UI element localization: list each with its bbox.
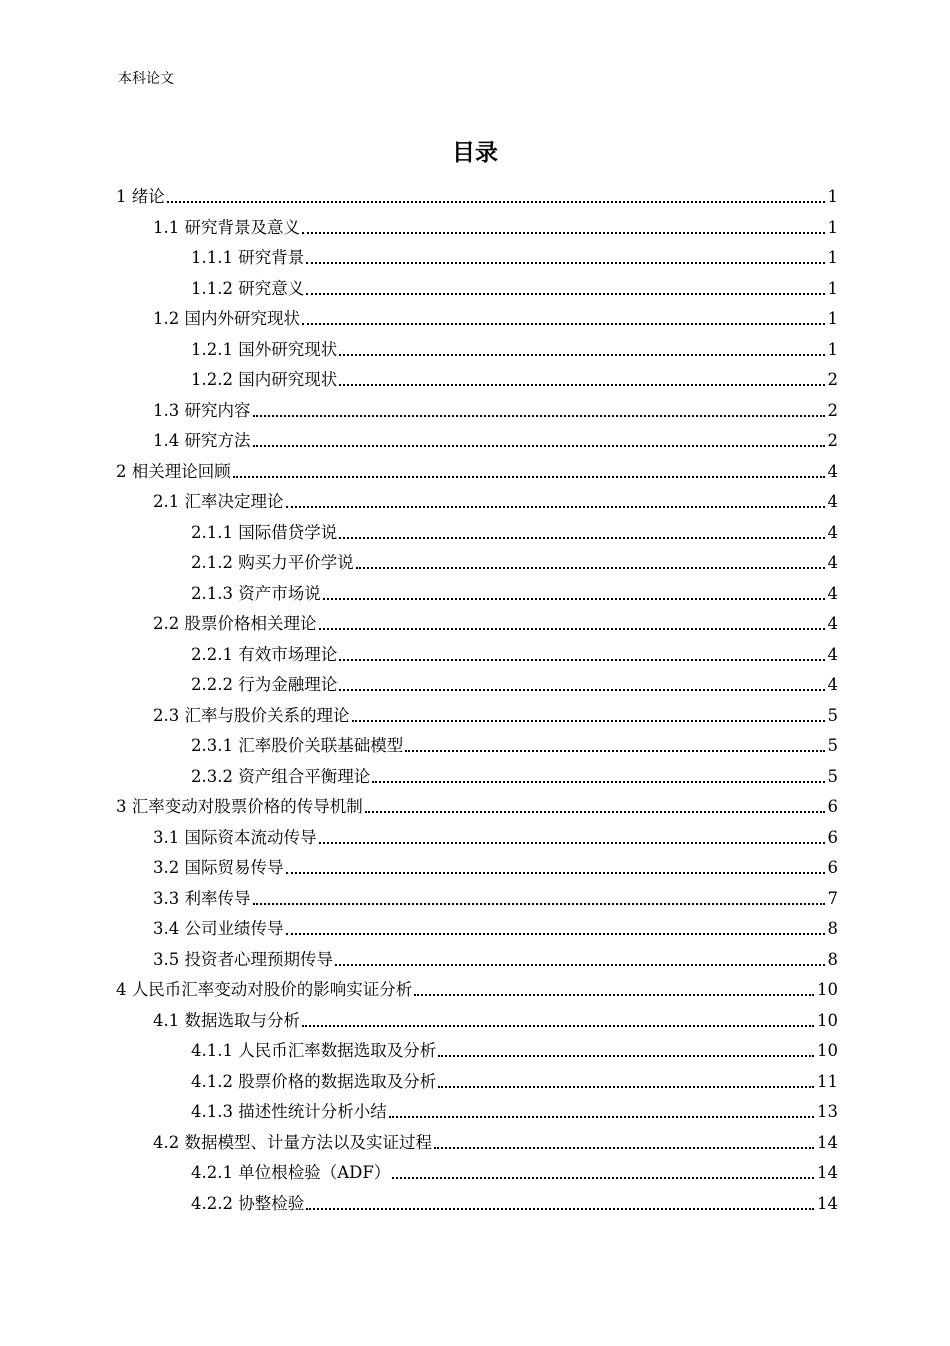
toc-entry-page: 1 [827, 187, 838, 206]
toc-entry-label: 2.2.2 行为金融理论 [191, 675, 338, 694]
toc-entry[interactable] [191, 361, 838, 391]
toc-entry-page: 14 [817, 1132, 838, 1152]
toc-entry-page: 1 [827, 309, 838, 328]
toc-leader-dots [434, 1147, 814, 1149]
toc-entry[interactable] [153, 422, 838, 452]
toc-entry-label: 2.3.2 资产组合平衡理论 [191, 766, 371, 786]
toc-leader-dots [339, 354, 824, 356]
toc-entry[interactable] [191, 666, 838, 696]
toc-entry-label: 4.1.1 人民币汇率数据选取及分析 [191, 1041, 437, 1060]
toc-entry-label: 4 人民币汇率变动对股价的影响实证分析 [116, 980, 413, 999]
toc-entry[interactable] [191, 727, 838, 757]
toc-entry-label: 1.3 研究内容 [153, 400, 251, 420]
toc-entry[interactable] [153, 941, 838, 971]
toc-entry-label: 1.4 研究方法 [153, 431, 251, 450]
toc-leader-dots [253, 903, 825, 905]
toc-entry-label: 4.1.2 股票价格的数据选取及分析 [191, 1071, 437, 1091]
toc-leader-dots [286, 506, 825, 508]
toc-entry[interactable] [153, 300, 838, 330]
toc-entry-page: 4 [827, 675, 838, 694]
toc-leader-dots [352, 720, 825, 722]
toc-leader-dots [302, 1025, 814, 1027]
toc-leader-dots [438, 1086, 814, 1088]
toc-entry[interactable] [153, 483, 838, 513]
toc-entry-page: 5 [827, 705, 838, 725]
toc-entry[interactable] [191, 1093, 838, 1123]
toc-entry-label: 4.2 数据模型、计量方法以及实证过程 [153, 1132, 432, 1152]
toc-entry-page: 1 [827, 248, 838, 267]
toc-leader-dots [389, 1116, 814, 1118]
toc-leader-dots [302, 323, 825, 325]
toc-entry-label: 3.1 国际资本流动传导 [153, 827, 317, 847]
toc-entry-page: 13 [817, 1102, 838, 1121]
toc-entry-page: 5 [827, 766, 838, 786]
running-header: 本科论文 [118, 71, 174, 87]
toc-entry-page: 4 [827, 583, 838, 603]
toc-entry-label: 1.2.2 国内研究现状 [191, 370, 338, 389]
toc-entry[interactable] [153, 880, 838, 910]
toc-entry[interactable] [191, 514, 838, 544]
toc-entry-page: 10 [817, 980, 838, 999]
toc-entry-label: 1.2 国内外研究现状 [153, 309, 300, 328]
toc-entry[interactable] [191, 1063, 838, 1093]
toc-entry[interactable] [153, 697, 838, 727]
toc-leader-dots [365, 811, 825, 813]
toc-entry[interactable] [191, 331, 838, 361]
toc-leader-dots [253, 415, 825, 417]
toc-entry[interactable] [116, 788, 838, 818]
toc-entry-page: 2 [827, 370, 838, 389]
toc-leader-dots [405, 750, 824, 752]
toc-entry-label: 1 绪论 [116, 187, 165, 206]
toc-entry-page: 7 [827, 888, 838, 908]
toc-entry-label: 4.1 数据选取与分析 [153, 1010, 300, 1030]
toc-leader-dots [339, 689, 824, 691]
toc-entry-page: 2 [827, 400, 838, 420]
toc-leader-dots [323, 598, 825, 600]
toc-entry-label: 4.2.1 单位根检验（ADF） [191, 1163, 391, 1182]
toc-entry[interactable] [153, 819, 838, 849]
toc-entry-page: 8 [827, 949, 838, 969]
toc-leader-dots [438, 1055, 814, 1057]
toc-entry[interactable] [153, 392, 838, 422]
toc-entry-page: 6 [827, 827, 838, 847]
toc-entry[interactable] [191, 544, 838, 574]
toc-entry-label: 2.2.1 有效市场理论 [191, 644, 338, 664]
toc-entry-page: 6 [827, 858, 838, 877]
toc-leader-dots [319, 842, 825, 844]
toc-entry-page: 14 [817, 1163, 838, 1182]
toc-entry-page: 8 [827, 919, 838, 938]
toc-entry-page: 5 [827, 736, 838, 755]
toc-entry[interactable] [191, 636, 838, 666]
toc-leader-dots [167, 201, 825, 203]
toc-entry[interactable] [153, 1124, 838, 1154]
toc-entry-page: 10 [817, 1041, 838, 1060]
toc-entry-page: 4 [827, 492, 838, 511]
page-title: 目录 [452, 140, 498, 166]
toc-entry-label: 2.2 股票价格相关理论 [153, 614, 317, 633]
toc-leader-dots [306, 1208, 814, 1210]
toc-entry-page: 1 [827, 339, 838, 359]
toc-entry-page: 14 [817, 1193, 838, 1213]
toc-entry-label: 2.1.3 资产市场说 [191, 583, 321, 603]
toc-entry-page: 2 [827, 431, 838, 450]
toc-leader-dots [339, 384, 824, 386]
toc-entry-label: 2.1.2 购买力平价学说 [191, 553, 354, 572]
toc-leader-dots [356, 567, 825, 569]
toc-entry-page: 11 [817, 1071, 838, 1091]
toc-entry-page: 10 [817, 1010, 838, 1030]
toc-entry-label: 3 汇率变动对股票价格的传导机制 [116, 797, 363, 816]
toc-leader-dots [233, 476, 825, 478]
toc-leader-dots [339, 537, 824, 539]
toc-leader-dots [372, 781, 824, 783]
toc-entry-label: 3.5 投资者心理预期传导 [153, 949, 333, 969]
toc-entry-label: 4.2.2 协整检验 [191, 1193, 305, 1213]
toc-entry-label: 1.1.1 研究背景 [191, 248, 305, 267]
toc-entry-page: 4 [827, 553, 838, 572]
toc-leader-dots [286, 872, 825, 874]
toc-entry[interactable] [191, 1154, 838, 1184]
toc-entry-label: 1.1 研究背景及意义 [153, 217, 300, 237]
toc-leader-dots [392, 1177, 814, 1179]
toc-entry[interactable] [191, 575, 838, 605]
toc-leader-dots [302, 232, 825, 234]
toc-entry-page: 4 [827, 614, 838, 633]
toc-leader-dots [319, 628, 825, 630]
toc-entry-page: 4 [827, 522, 838, 542]
toc-entry-label: 3.2 国际贸易传导 [153, 858, 284, 877]
toc-entry[interactable] [153, 209, 838, 239]
toc-entry[interactable] [191, 1032, 838, 1062]
toc-entry-label: 2.1.1 国际借贷学说 [191, 522, 338, 542]
toc-entry-page: 4 [827, 461, 838, 481]
toc-leader-dots [306, 262, 824, 264]
toc-entry-label: 1.2.1 国外研究现状 [191, 339, 338, 359]
toc-entry[interactable] [191, 758, 838, 788]
toc-leader-dots [414, 994, 814, 996]
toc-entry-label: 3.4 公司业绩传导 [153, 919, 284, 938]
toc-leader-dots [339, 659, 824, 661]
toc-entry[interactable] [153, 849, 838, 879]
toc-entry[interactable] [116, 178, 838, 208]
toc-entry-page: 6 [827, 797, 838, 816]
toc-entry-label: 1.1.2 研究意义 [191, 278, 305, 298]
toc-leader-dots [335, 964, 825, 966]
toc-entry-label: 2.1 汇率决定理论 [153, 492, 284, 511]
toc-entry-label: 2.3 汇率与股价关系的理论 [153, 705, 350, 725]
toc-entry-label: 2.3.1 汇率股价关联基础模型 [191, 736, 404, 755]
toc-entry[interactable] [153, 1002, 838, 1032]
toc-entry-page: 1 [827, 278, 838, 298]
toc-entry[interactable] [191, 239, 838, 269]
toc-entry-label: 2 相关理论回顾 [116, 461, 231, 481]
toc-entry[interactable] [153, 910, 838, 940]
toc-entry-label: 4.1.3 描述性统计分析小结 [191, 1102, 387, 1121]
toc-entry[interactable] [116, 453, 838, 483]
toc-entry-label: 3.3 利率传导 [153, 888, 251, 908]
toc-entry[interactable] [116, 971, 838, 1001]
toc-leader-dots [253, 445, 825, 447]
toc-entry[interactable] [191, 270, 838, 300]
toc-entry[interactable] [153, 605, 838, 635]
toc-entry-page: 4 [827, 644, 838, 664]
toc-leader-dots [286, 933, 825, 935]
toc-leader-dots [306, 293, 824, 295]
toc-entry[interactable] [191, 1185, 838, 1215]
toc-entry-page: 1 [827, 217, 838, 237]
